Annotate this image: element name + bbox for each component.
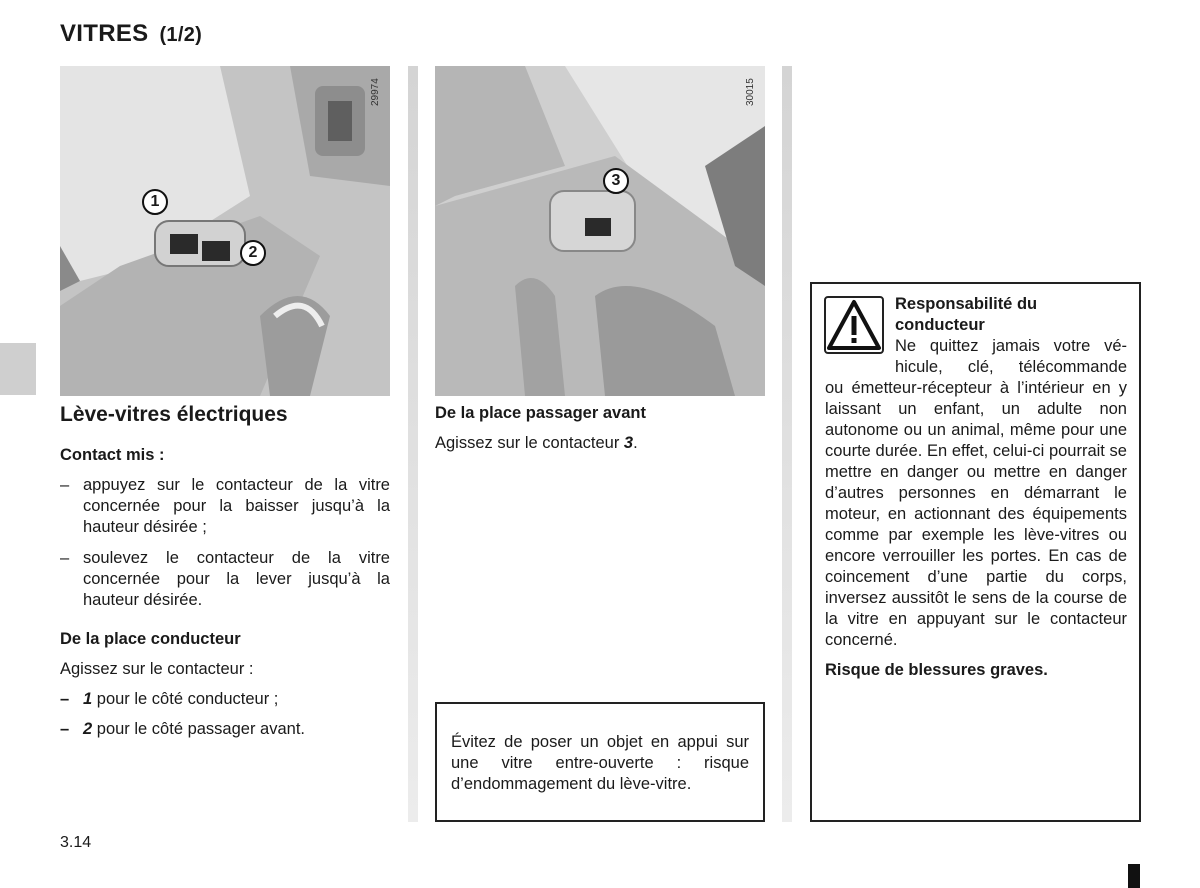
list-dash: –: [60, 720, 70, 738]
driver-door-illustration: [60, 66, 390, 396]
warning-head: [895, 294, 1127, 378]
callout-2: 2: [240, 240, 266, 266]
warning-body: ou émetteur-récepteur à l’intérieur en y laissant un enfant, un adulte non autonome ou un animal, même pour une courte durée. En effet, celui-ci pourrait se mettre en danger ou mettre en danger d’autres personnes en démarrant le moteur, en actionnant des équipements comme par exemple les lève-vitres ou encore verrouiller les portes. En cas de coincement d’une partie du corps, inversez aussitôt le sens de la course de la vitre en appuyant sur le contacteur concerné.: [825, 379, 1127, 649]
title-text: VITRES: [60, 20, 149, 47]
driver-text: Agissez sur le contacteur :: [60, 660, 254, 678]
page-title: [60, 20, 202, 48]
photo-passenger-door: [435, 66, 765, 396]
passenger-text: [435, 433, 638, 454]
list-dash: –: [60, 549, 70, 567]
passenger-heading: De la place passager avant: [435, 404, 646, 422]
photo-driver-door: [60, 66, 390, 396]
section-heading: Lève-vitres électriques: [60, 403, 288, 426]
note-text: Évitez de poser un objet en appui sur une vitre entre-ouverte : risque d’endommagement du lève-vitre.: [451, 733, 749, 793]
list-item-text: soulevez le contacteur de la vitre concernée pour la lever jusqu’à la hauteur désirée.: [83, 549, 390, 609]
list-item-text: pour le côté passager avant.: [92, 720, 305, 738]
page-corner-marker: [1128, 864, 1140, 888]
warning-risk: Risque de blessures graves.: [825, 661, 1048, 679]
list-item-text: pour le côté conducteur ;: [92, 690, 279, 708]
item-number: 3: [623, 434, 634, 452]
warning-title: Responsabilité du conducteur: [895, 295, 1038, 334]
column-divider-1: [408, 66, 418, 822]
passenger-text-suffix: .: [633, 434, 638, 452]
list-item: [60, 548, 390, 611]
list-dash: –: [60, 476, 70, 494]
section-tab: [0, 343, 36, 395]
photo-code-right: 30015: [745, 78, 756, 106]
list-item: [60, 689, 390, 710]
title-subtitle: (1/2): [159, 24, 203, 46]
note-box: [435, 702, 765, 822]
callout-3: 3: [603, 168, 629, 194]
contact-label: Contact mis :: [60, 446, 165, 464]
list-item-text: appuyez sur le contacteur de la vitre concernée pour la baisser jusqu’à la hauteur désirée ;: [83, 476, 390, 536]
page-number: 3.14: [60, 834, 92, 851]
list-item: [60, 475, 390, 538]
list-dash: –: [60, 690, 70, 708]
warning-box: [810, 282, 1141, 822]
callout-1: 1: [142, 189, 168, 215]
item-number: 1: [83, 690, 93, 708]
warning-icon: [824, 296, 884, 354]
warning-intro: Ne quittez jamais votre vé-hicule, clé, télécommande: [895, 337, 1127, 376]
item-number: 2: [83, 720, 93, 738]
warning-triangle-icon: [826, 298, 882, 352]
list-item: [60, 719, 390, 740]
photo-code-left: 29974: [370, 78, 381, 106]
column-divider-2: [782, 66, 792, 822]
passenger-door-illustration: [435, 66, 765, 396]
driver-heading: De la place conducteur: [60, 630, 241, 648]
passenger-text-prefix: Agissez sur le contacteur: [435, 434, 624, 452]
